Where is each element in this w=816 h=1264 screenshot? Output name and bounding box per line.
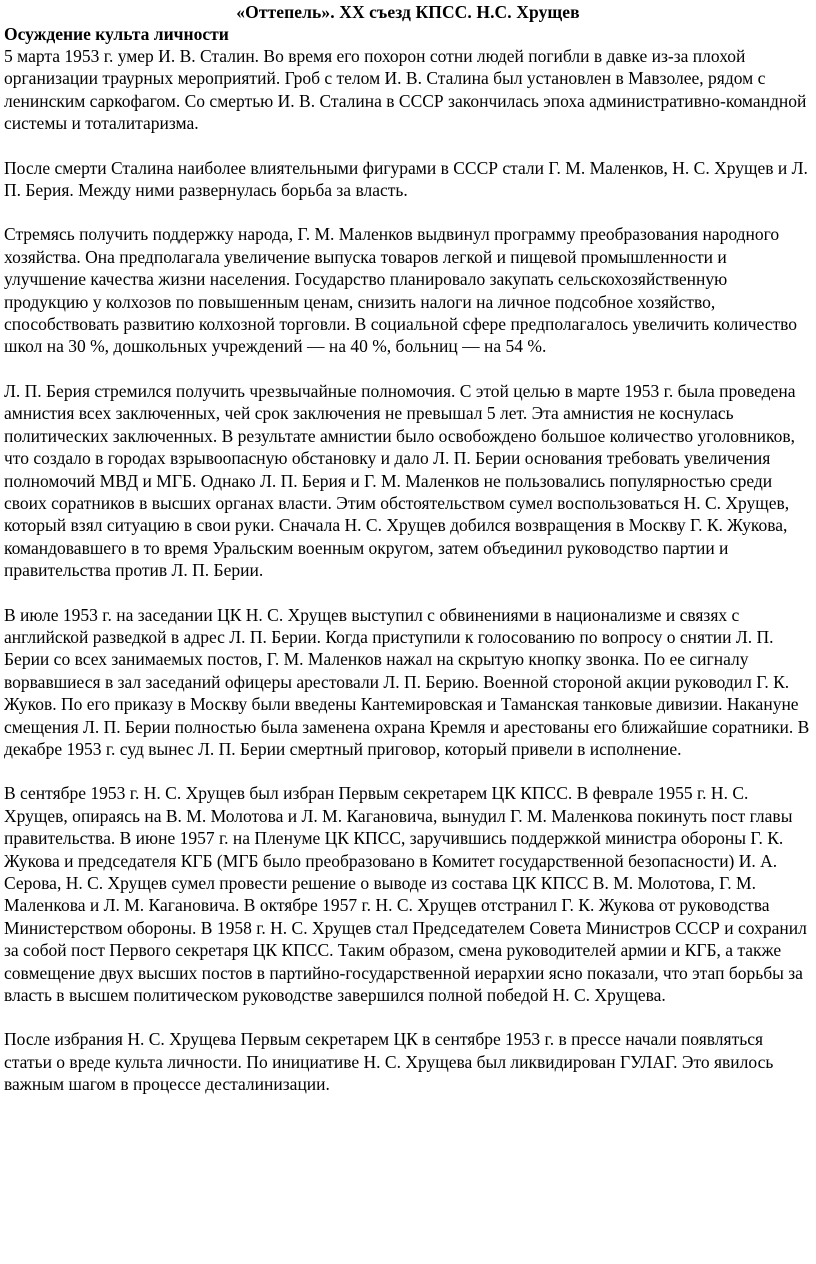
- paragraph-4: Л. П. Берия стремился получить чрезвычайные полномочия. С этой целью в марте 1953 г. была проведена амнистия всех заключенных, чей срок заключения не превышал 5 лет. Эта амнистия не коснулась политических заключенных. В результате амнистии было освобождено большое количество уголовников, что создало в городах взрывоопасную обстановку и дало Л. П. Берии основания требовать увеличения полномочий МВД и МГБ. Однако Л. П. Берия и Г. М. Маленков не пользовались популярностью среди своих соратников в высших органах власти. Этим обстоятельством сумел воспользоваться Н. С. Хрущев, который взял ситуацию в свои руки. Сначала Н. С. Хрущев добился возвращения в Москву Г. К. Жукова, командовавшего в то время Уральским военным округом, затем объединил руководство партии и правительства против Л. П. Берии.: [4, 380, 796, 581]
- paragraph-1: 5 марта 1953 г. умер И. В. Сталин. Во время его похорон сотни людей погибли в давке из-за плохой организации траурных мероприятий. Гроб с телом И. В. Сталина был установлен в Мавзолее, рядом с ленинским саркофагом. Со смертью И. В. Сталина в СССР закончилась эпоха административно-командной системы и тоталитаризма.: [4, 46, 807, 134]
- document-body: [4, 45, 812, 1096]
- paragraph-5: В июле 1953 г. на заседании ЦК Н. С. Хрущев выступил с обвинениями в национализме и связях с английской разведкой в адрес Л. П. Берии. Когда приступили к голосованию по вопросу о снятии Л. П. Берии со всех занимаемых постов, Г. М. Маленков нажал на скрытую кнопку звонка. По ее сигналу ворвавшиеся в зал заседаний офицеры арестовали Л. П. Берию. Военной стороной акции руководил Г. К. Жуков. По его приказу в Москву были введены Кантемировская и Таманская танковые дивизии. Накануне смещения Л. П. Берии полностью была заменена охрана Кремля и арестованы его ближайшие соратники. В декабре 1953 г. суд вынес Л. П. Берии смертный приговор, который привели в исполнение.: [4, 604, 810, 759]
- paragraph-7: После избрания Н. С. Хрущева Первым секретарем ЦК в сентябре 1953 г. в прессе начали появляться статьи о вреде культа личности. По инициативе Н. С. Хрущева был ликвидирован ГУЛАГ. Это явилось важным шагом в процессе десталинизации.: [4, 1029, 774, 1095]
- document-title: «Оттепель». XX съезд КПСС. Н.С. Хрущев: [236, 2, 580, 22]
- paragraph-2: После смерти Сталина наиболее влиятельными фигурами в СССР стали Г. М. Маленков, Н. С. Хрущев и Л. П. Берия. Между ними развернулась борьба за власть.: [4, 157, 808, 201]
- section-heading: Осуждение культа личности: [4, 24, 229, 44]
- paragraph-6: В сентябре 1953 г. Н. С. Хрущев был избран Первым секретарем ЦК КПСС. В феврале 1955 г. Н. С. Хрущев, опираясь на В. М. Молотова и Л. М. Кагановича, вынудил Г. М. Маленкова покинуть пост главы правительства. В июне 1957 г. на Пленуме ЦК КПСС, заручившись поддержкой министра обороны Г. К. Жукова и председателя КГБ (МГБ было преобразовано в Комитет государственной безопасности) И. А. Серова, Н. С. Хрущев сумел провести решение о выводе из состава ЦК КПСС В. М. Молотова, Г. М. Маленкова и Л. М. Кагановича. В октябре 1957 г. Н. С. Хрущев отстранил Г. К. Жукова от руководства Министерством обороны. В 1958 г. Н. С. Хрущев стал Председателем Совета Министров СССР и сохранил за собой пост Первого секретаря ЦК КПСС. Таким образом, смена руководителей армии и КГБ, а также совмещение двух высших постов в партийно-государственной иерархии ясно показали, что этап борьбы за власть в высшем политическом руководстве завершился полной победой Н. С. Хрущева.: [4, 783, 807, 1006]
- paragraph-3: Стремясь получить поддержку народа, Г. М. Маленков выдвинул программу преобразования народного хозяйства. Она предполагала увеличение выпуска товаров легкой и пищевой промышленности и улучшение качества жизни населения. Государство планировало закупать сельскохозяйственную продукцию у колхозов по повышенным ценам, снизить налоги на личное подсобное хозяйство, способствовать развитию колхозной торговли. В социальной сфере предполагалось увеличить количество школ на 30 %, дошкольных учреждений — на 40 %, больниц — на 54 %.: [4, 224, 798, 357]
